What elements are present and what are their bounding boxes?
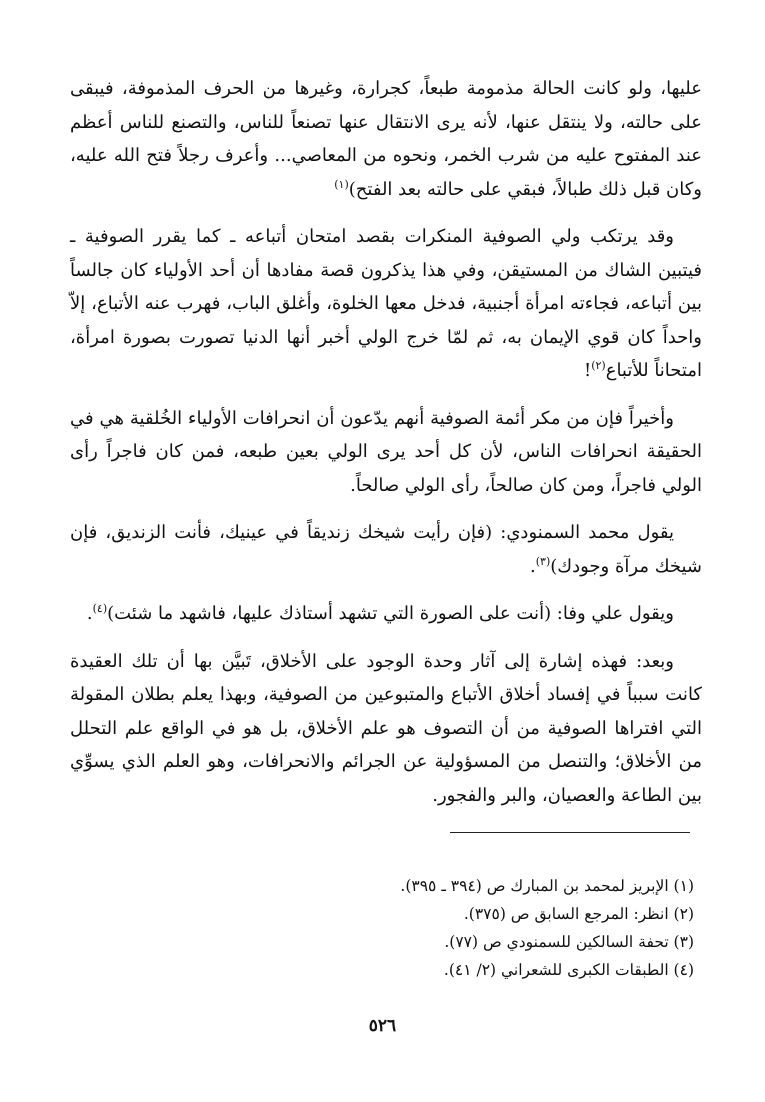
paragraph-5: ويقول علي وفا: (أنت على الصورة التي تشهد أستاذك عليها، فاشهد ما شئت)$^{(٤)}$.	[86, 602, 674, 624]
footnote-2: (٢) انظر: المرجع السابق ص (٣٧٥).	[463, 905, 694, 923]
paragraph-1: عليها، ولو كانت الحالة مذمومة طبعاً، كجرارة، وغيرها من الحرف المذموفة، فيبقى على حالته، ولا ينتقل عنها، لأنه يرى الانتقال عنها تصنعاً للناس، والتصنع للناس أعظم عند المفتوح عليه من شرب الخمر، ونحوه من المعاصي... وأعرف رجلاً فتح الله عليه، وكان قبل ذلك طبالاً، فبقي على حالته بعد الفتح)$^{(١)}$	[70, 78, 702, 200]
main-text	[70, 72, 702, 826]
footnote-ref-3: (٣)	[535, 554, 551, 568]
paragraph-4: يقول محمد السمنودي: (فإن رأيت شيخك زنديقاً في عينيك، فأنت الزنديق، فإن شيخك مرآة وجودك)$^{(٣)}$.	[70, 522, 702, 577]
footnote-ref-1: (١)	[334, 177, 349, 191]
footnote-4: (٤) الطبقات الكبرى للشعراني (٢/ ٤١).	[443, 961, 694, 979]
footnote-ref-2: (٢)	[591, 359, 606, 372]
footnote-ref-4: (٤)	[92, 602, 108, 615]
paragraph-6: وبعد: فهذه إشارة إلى آثار وحدة الوجود على الأخلاق، تَبيَّن بها أن تلك العقيدة كانت سبباً في إفساد أخلاق الأتباع والمتبوعين من الصوفية، وبهذا يعلم بطلان المقولة التي افتراها الصوفية من أن التصوف هو علم الأخلاق، بل هو في الواقع علم التحلل من الأخلاق؛ والتنصل من المسؤولية عن الجرائم والانحرافات، وهو العلم الذي يسوِّي بين الطاعة والعصيان، والبر والفجور.	[70, 650, 702, 806]
footnotes	[70, 872, 702, 984]
paragraph-3: وأخيراً فإن من مكر أئمة الصوفية أنهم يدّعون أن انحرافات الأولياء الخُلقية هي في الحقيقة انحرافات الناس، لأن كل أحد يرى الولي بعين طبعه، فمن كان فاجراً رأى الولي فاجراً، ومن كان صالحاً، رأى الولي صالحاً.	[70, 407, 702, 496]
footnote-1: (١) الإبريز لمحمد بن المبارك ص (٣٩٤ ـ ٣٩٥).	[400, 877, 694, 895]
page-number: ٥٢٦	[368, 1016, 397, 1036]
footnote-divider	[450, 832, 690, 833]
paragraph-2: وقد يرتكب ولي الصوفية المنكرات بقصد امتحان أتباعه ـ كما يقرر الصوفية ـ فيتبين الشاك من المستيقن، وفي هذا يذكرون قصة مفادها أن أحد الأولياء كان جالساً بين أتباعه، فجاءته امرأة أجنبية، فدخل معها الخلوة، وأغلق الباب، فهرب عنه الأتباع، إلاّ واحداً كان قوي الإيمان به، ثم لمّا خرج الولي أخبر أنها الدنيا تصورت بصورة امرأة، امتحاناً للأتباع$^{(٢)}$!	[70, 226, 702, 381]
footnote-3: (٣) تحفة السالكين للسمنودي ص (٧٧).	[444, 933, 694, 951]
